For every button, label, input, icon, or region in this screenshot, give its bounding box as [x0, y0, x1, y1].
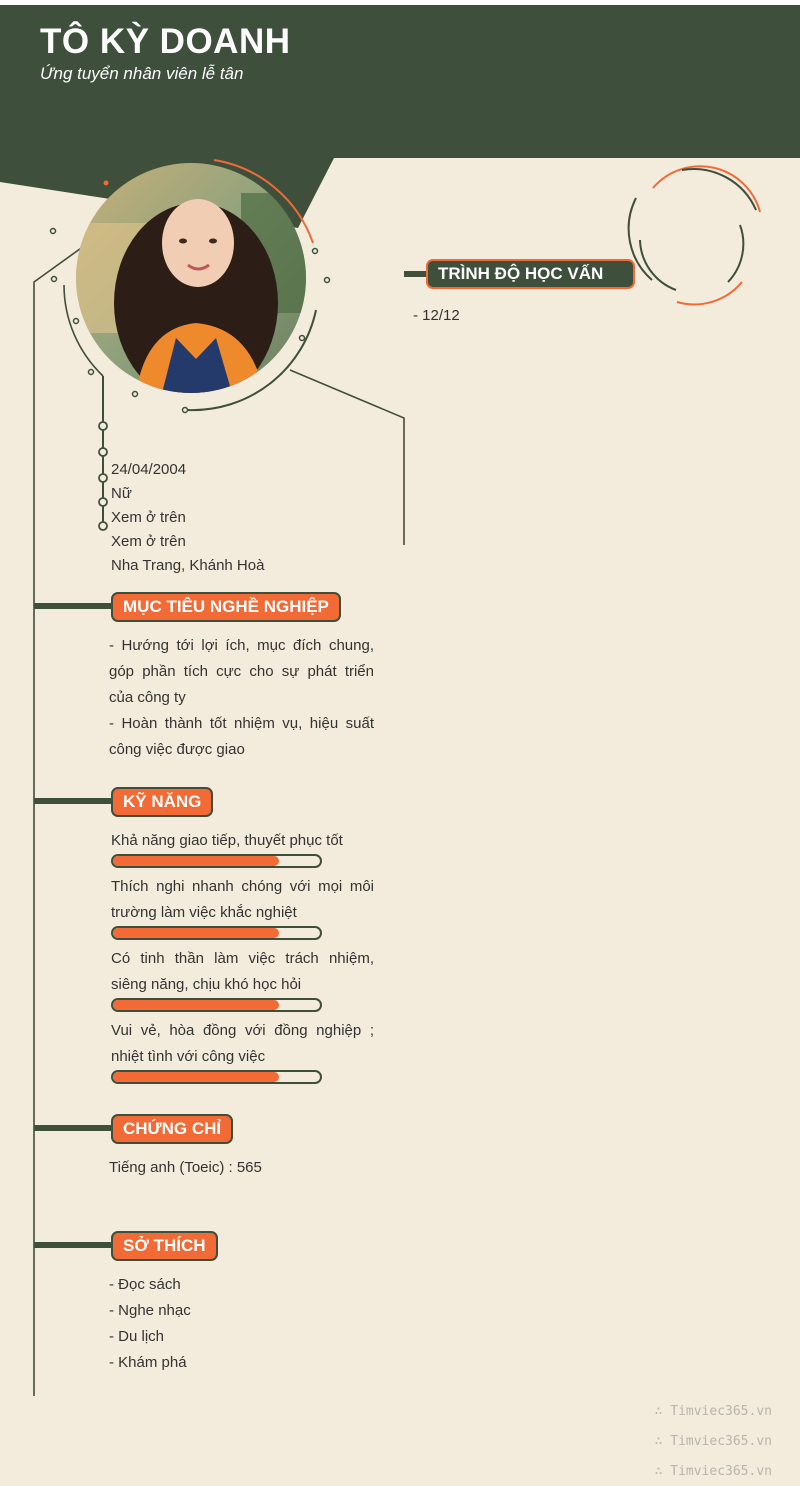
- hobby-item: - Đọc sách: [109, 1276, 181, 1293]
- certificates-header: CHỨNG CHỈ: [111, 1114, 233, 1144]
- education-connector: [404, 271, 428, 277]
- education-header: TRÌNH ĐỘ HỌC VẤN: [426, 259, 635, 289]
- email: Xem ở trên: [111, 533, 186, 550]
- skill-level-bar: [111, 854, 322, 868]
- skills-connector: [34, 798, 114, 804]
- watermark: [655, 1397, 772, 1486]
- candidate-name: TÔ KỲ DOANH: [40, 22, 291, 61]
- watermark-line: ∴ Timviec365.vn: [654, 1434, 772, 1449]
- skill-level-bar: [111, 926, 322, 940]
- hobby-item: - Nghe nhạc: [109, 1302, 191, 1319]
- phone: Xem ở trên: [111, 509, 186, 526]
- personal-info-list: [111, 458, 264, 578]
- skill-name: Thích nghi nhanh chóng với mọi môi trường làm việc khắc nghiệt: [111, 878, 374, 921]
- applied-position: Ứng tuyển nhân viên lễ tân: [40, 64, 244, 83]
- certificates-connector: [34, 1125, 114, 1131]
- skills-header: KỸ NĂNG: [111, 787, 213, 817]
- avatar-photo: [76, 163, 306, 393]
- address: Nha Trang, Khánh Hoà: [111, 557, 265, 574]
- hobbies-header: SỞ THÍCH: [111, 1231, 218, 1261]
- skill-name: Vui vẻ, hòa đồng với đồng nghiệp ; nhiệt tình với công việc: [111, 1022, 374, 1065]
- objective-line: - Hoàn thành tốt nhiệm vụ, hiệu suất công việc được giao: [109, 715, 374, 758]
- skill-level-bar: [111, 998, 322, 1012]
- skill-level-bar: [111, 1070, 322, 1084]
- objective-header: MỤC TIÊU NGHỀ NGHIỆP: [111, 592, 341, 622]
- objective-connector: [34, 603, 114, 609]
- objective-content: [109, 633, 374, 763]
- objective-line: - Hướng tới lợi ích, mục đích chung, góp phần tích cực cho sự phát triển của công ty: [109, 637, 374, 706]
- hobbies-list: [109, 1272, 191, 1376]
- watermark-line: ∴ Timviec365.vn: [654, 1464, 772, 1479]
- education-content: - 12/12: [413, 307, 460, 324]
- skill-level-fill: [113, 1072, 279, 1082]
- certificate-item: Tiếng anh (Toeic) : 565: [109, 1159, 262, 1176]
- hobby-item: - Du lịch: [109, 1328, 165, 1345]
- hobby-item: - Khám phá: [109, 1354, 187, 1371]
- watermark-line: ∴ Timviec365.vn: [654, 1404, 772, 1419]
- skill-level-fill: [113, 928, 279, 938]
- skill-level-fill: [113, 1000, 279, 1010]
- skill-name: Có tinh thần làm việc trách nhiệm, siêng năng, chịu khó học hỏi: [111, 950, 374, 993]
- skill-name: Khả năng giao tiếp, thuyết phục tốt: [111, 832, 343, 849]
- birth-date: 24/04/2004: [111, 461, 187, 478]
- skill-level-fill: [113, 856, 279, 866]
- gender: Nữ: [111, 485, 132, 502]
- hobbies-connector: [34, 1242, 114, 1248]
